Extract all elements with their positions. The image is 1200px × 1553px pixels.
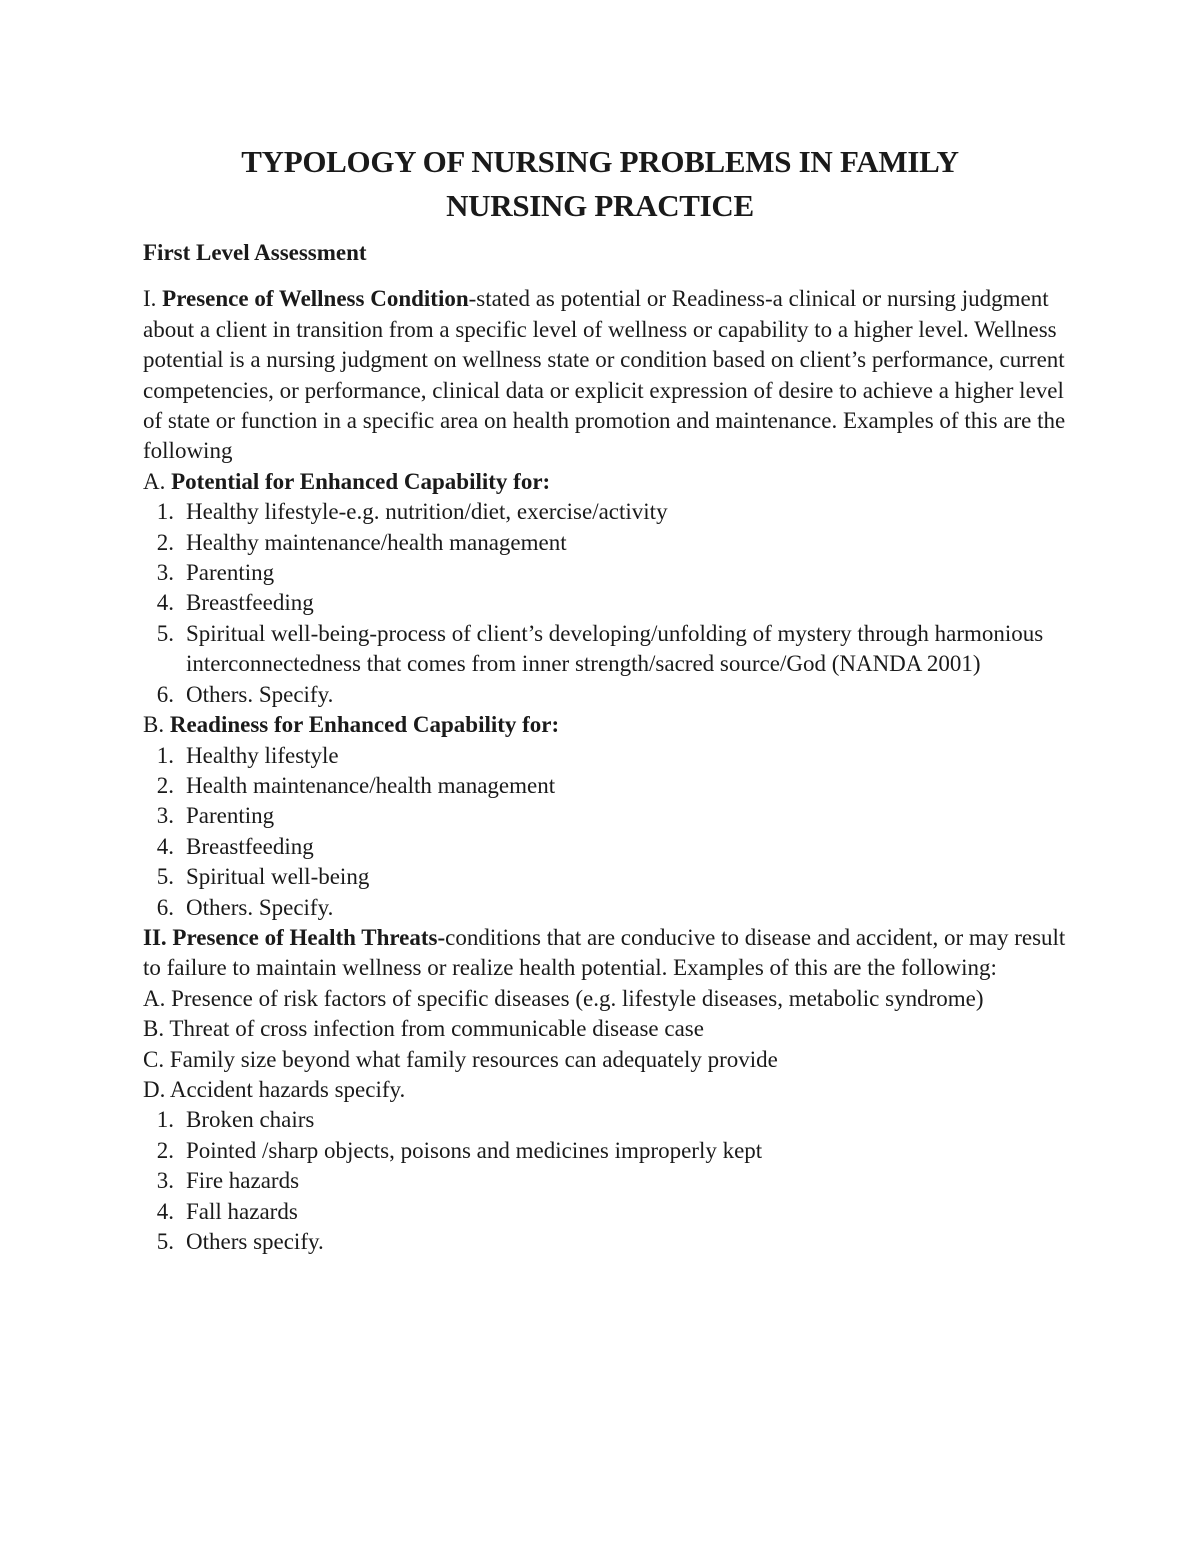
section-2-item-a: A. Presence of risk factors of specific diseases (e.g. lifestyle diseases, metabolic syndrome) bbox=[143, 985, 984, 1011]
list-item: 2. Healthy maintenance/health management bbox=[156, 529, 567, 555]
document-title bbox=[0, 140, 1200, 228]
list-item: 2. Health maintenance/health management bbox=[156, 772, 556, 798]
accident-hazards-list bbox=[143, 1105, 1083, 1257]
list-item: 5. Others specify. bbox=[156, 1229, 324, 1254]
section-1-text: -stated as potential or Readiness-a clinical or nursing judgment about a client in transition from a specific level of wellness or capability to a higher level. Wellness potential is a nursing judgment on wellness state or condition based on client’s performance, current competencies, or performance, clinical data or explicit expression of desire to achieve a higher level of state or function in a specific area on health promotion and maintenance. Examples of this are the following bbox=[143, 286, 1066, 464]
subsection-a-heading: A. Potential for Enhanced Capability for: bbox=[143, 468, 551, 494]
list-item: 4. Breastfeeding bbox=[156, 833, 314, 859]
list-item: 3. Fire hazards bbox=[156, 1168, 300, 1194]
section-2-heading: II. Presence of Health Threats- bbox=[143, 924, 446, 950]
section-2-item-c: C. Family size beyond what family resources can adequately provide bbox=[143, 1046, 778, 1072]
list-item: 5. Spiritual well-being-process of client’s developing/unfolding of mystery through harmonious interconnectedness that comes from inner strength/sacred source/God (NANDA 2001) bbox=[156, 620, 1044, 677]
title-line-2: NURSING PRACTICE bbox=[446, 188, 754, 223]
list-item: 4. Fall hazards bbox=[156, 1198, 298, 1224]
title-line-1: TYPOLOGY OF NURSING PROBLEMS IN FAMILY bbox=[241, 144, 959, 179]
section-2-text: conditions that are conducive to disease and accident, or may result to failure to maintain wellness or realize health potential. Examples of this are the following: bbox=[143, 924, 1066, 981]
section-2-item-d: D. Accident hazards specify. bbox=[143, 1076, 406, 1102]
list-item: 5. Spiritual well-being bbox=[156, 864, 370, 890]
list-item: 3. Parenting bbox=[156, 560, 275, 586]
section-1-heading: Presence of Wellness Condition bbox=[162, 286, 469, 312]
section-2-paragraph bbox=[143, 923, 1083, 984]
list-item: 6. Others. Specify. bbox=[156, 894, 334, 920]
subsection-a-list bbox=[143, 497, 1083, 710]
list-item: 3. Parenting bbox=[156, 803, 275, 829]
subsection-b-heading: B. Readiness for Enhanced Capability for: bbox=[143, 712, 560, 738]
section-2-item-b: B. Threat of cross infection from communicable disease case bbox=[143, 1016, 704, 1042]
section-1-number: I. bbox=[143, 286, 163, 312]
list-item: 6. Others. Specify. bbox=[156, 681, 334, 707]
list-item: 1. Healthy lifestyle-e.g. nutrition/diet, exercise/activity bbox=[156, 499, 668, 525]
list-item: 4. Breastfeeding bbox=[156, 590, 314, 616]
first-level-heading: First Level Assessment bbox=[143, 240, 367, 265]
list-item: 1. Broken chairs bbox=[156, 1107, 315, 1133]
list-item: 1. Healthy lifestyle bbox=[156, 742, 339, 768]
document-body bbox=[143, 238, 1083, 1257]
list-item: 2. Pointed /sharp objects, poisons and medicines improperly kept bbox=[156, 1137, 763, 1163]
subsection-b-list bbox=[143, 741, 1083, 923]
section-1-paragraph bbox=[143, 284, 1083, 466]
